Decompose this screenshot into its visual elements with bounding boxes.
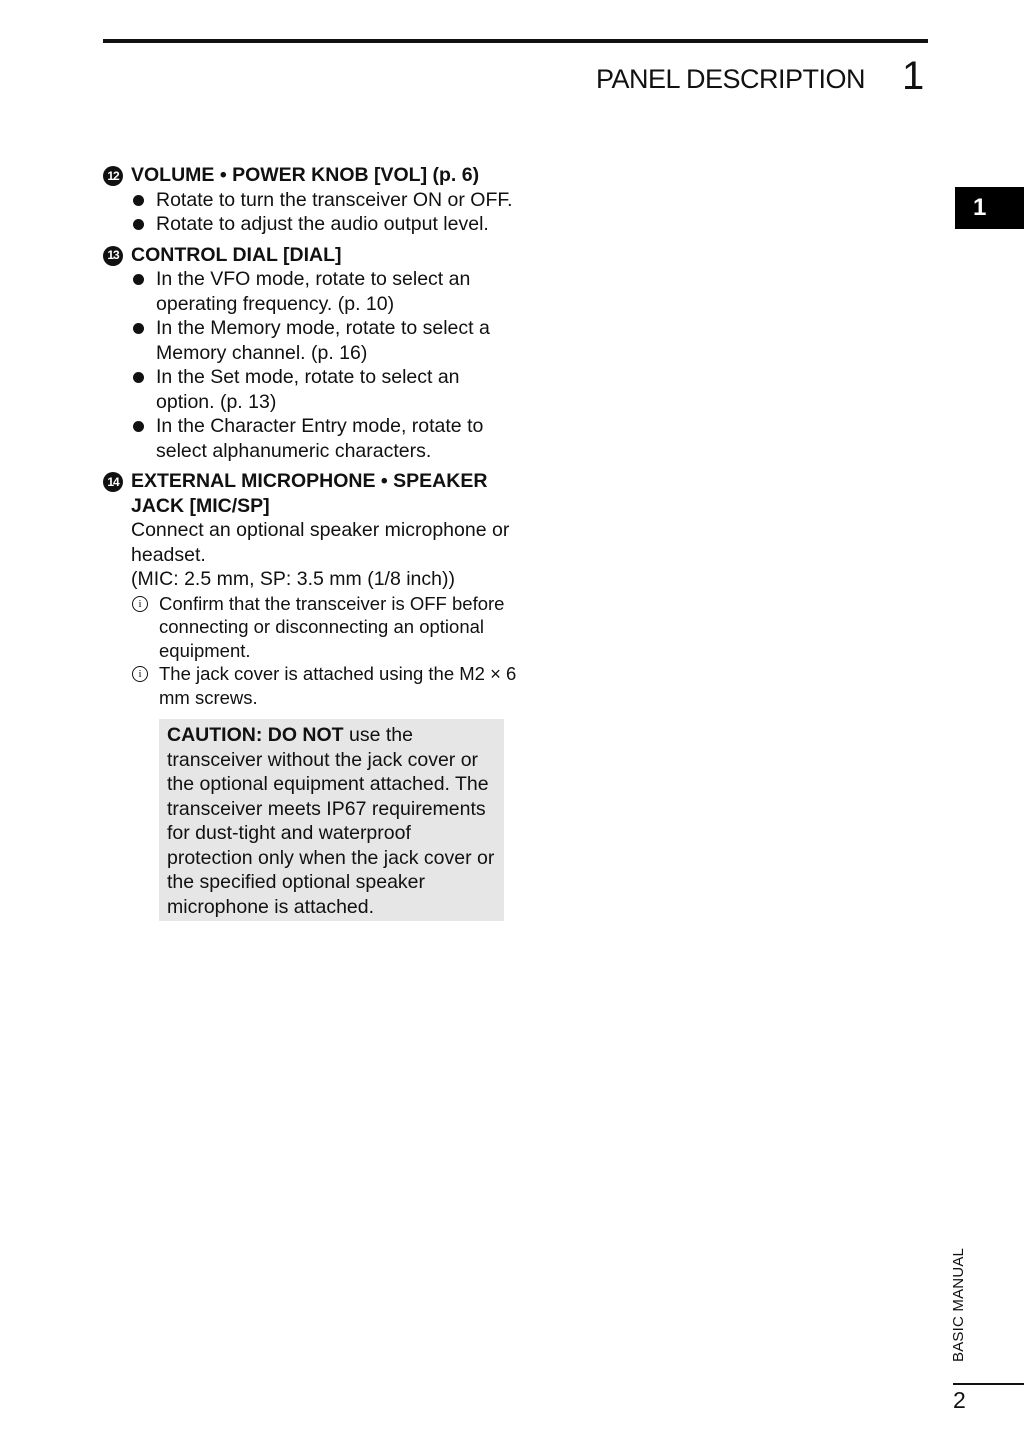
section-heading-volume: [103, 163, 523, 188]
manual-label: BASIC MANUAL: [950, 1247, 967, 1362]
list-item: In the VFO mode, rotate to select an operating frequency. (p. 10): [103, 267, 523, 316]
bullet-icon: [133, 323, 144, 334]
bullet-icon: [133, 219, 144, 230]
note-item: i The jack cover is attached using the M2 × 6 mm screws.: [103, 662, 523, 709]
note-item: i Confirm that the transceiver is OFF before connecting or disconnecting an optional equipment.: [103, 592, 523, 663]
circled-number-icon: 13: [103, 246, 123, 266]
caution-lead: CAUTION: DO NOT: [167, 724, 344, 746]
chapter-tab-label: 1: [973, 194, 987, 221]
jack-spec: (MIC: 2.5 mm, SP: 3.5 mm (1/8 inch)): [131, 568, 455, 590]
list-item: In the Set mode, rotate to select an option. (p. 13): [103, 365, 523, 414]
list-item: In the Character Entry mode, rotate to select alphanumeric characters.: [103, 414, 523, 463]
list-item: Rotate to adjust the audio output level.: [103, 212, 523, 237]
content-column: [103, 163, 523, 921]
section-heading-mic-jack: [103, 469, 523, 518]
info-icon: i: [132, 596, 148, 612]
section-title: VOLUME • POWER KNOB [VOL] (p. 6): [131, 164, 480, 186]
section-paragraph: Connect an optional speaker microphone or headset.: [131, 519, 510, 566]
section-heading-control-dial: [103, 243, 523, 268]
info-icon: i: [132, 666, 148, 682]
footer-rule: [953, 1383, 1024, 1385]
caution-box: [159, 719, 504, 921]
bullet-icon: [133, 372, 144, 383]
bullet-icon: [133, 195, 144, 206]
caution-text: use the transceiver without the jack cover or the optional equipment attached. The transceiver meets IP67 requirements for dust-tight and waterproof protection only when the jack cover or the specified optional speaker microphone is attached.: [167, 724, 495, 918]
chapter-tab: [955, 187, 1024, 229]
chapter-number: 1: [902, 54, 925, 98]
list-item: Rotate to turn the transceiver ON or OFF.: [103, 188, 523, 213]
circled-number-icon: 14: [103, 472, 123, 492]
section-title: EXTERNAL MICROPHONE • SPEAKER JACK [MIC/SP]: [131, 470, 488, 517]
bullet-icon: [133, 274, 144, 285]
section-title: CONTROL DIAL [DIAL]: [131, 243, 342, 266]
page-title: PANEL DESCRIPTION: [596, 64, 866, 94]
header-rule: [103, 39, 928, 43]
bullet-icon: [133, 421, 144, 432]
list-item: In the Memory mode, rotate to select a Memory channel. (p. 16): [103, 316, 523, 365]
page-number: 2: [953, 1387, 966, 1413]
circled-number-icon: 12: [103, 166, 123, 186]
